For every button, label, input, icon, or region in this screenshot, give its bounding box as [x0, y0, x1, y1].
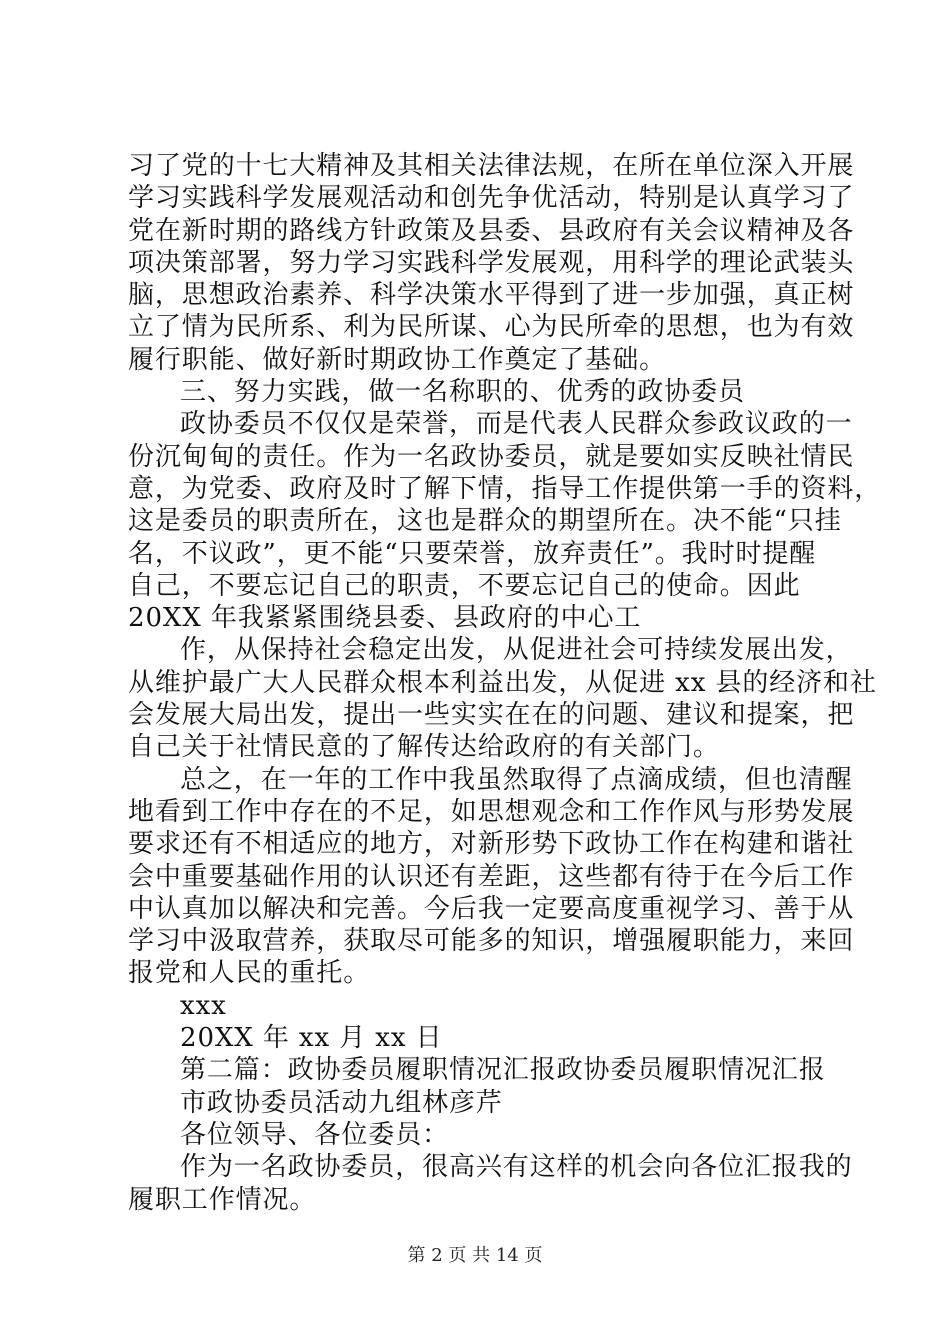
body-line: 地看到工作中存在的不足，如思想观念和工作作风与形势发展: [128, 796, 855, 827]
body-line: 作为一名政协委员，很高兴有这样的机会向各位汇报我的: [180, 1152, 853, 1183]
body-line: 学习实践科学发展观活动和创先争优活动，特别是认真学习了: [128, 183, 855, 214]
signature-date: 20XX 年 xx 月 xx 日: [180, 1023, 443, 1054]
body-line: 习了党的十七大精神及其相关法律法规，在所在单位深入开展: [128, 151, 855, 181]
body-line: 要求还有不相适应的地方，对新形势下政协工作在构建和谐社: [128, 829, 855, 860]
body-line: 自己关于社情民意的了解传达给政府的有关部门。: [128, 732, 720, 763]
body-line: 会发展大局出发，提出一些实实在在的问题、建议和提案，把: [128, 700, 855, 731]
body-line: 立了情为民所系、利为民所谋、心为民所牵的思想，也为有效: [128, 312, 855, 343]
page-footer: 第 2 页 共 14 页: [407, 1245, 543, 1266]
document-body: [128, 150, 882, 1216]
body-line: 项决策部署，努力学习实践科学发展观，用科学的理论武装头: [128, 247, 855, 278]
section-heading: 三、努力实践，做一名称职的、优秀的政协委员: [180, 377, 745, 408]
salutation: 各位领导、各位委员：: [180, 1119, 450, 1150]
author-line: 市政协委员活动九组林彦芹: [180, 1087, 503, 1118]
body-line: 意，为党委、政府及时了解下情，指导工作提供第一手的资料，: [128, 473, 882, 504]
body-line: 报党和人民的重托。: [128, 958, 371, 989]
body-line: 20XX 年我紧紧围绕县委、县政府的中心工: [128, 603, 642, 634]
body-line: 自己，不要忘记自己的职责，不要忘记自己的使命。因此: [128, 570, 801, 601]
chapter-heading: 第二篇：政协委员履职情况汇报政协委员履职情况汇报: [180, 1055, 826, 1086]
body-line: 份沉甸甸的责任。作为一名政协委员，就是要如实反映社情民: [128, 441, 855, 472]
body-line: 名，不议政”，更不能“只要荣誉，放弃责任”。我时时提醒: [128, 538, 817, 569]
signature-name: xxx: [180, 990, 227, 1021]
body-line: 党在新时期的路线方针政策及县委、县政府有关会议精神及各: [128, 215, 855, 246]
body-line: 履职工作情况。: [128, 1184, 317, 1215]
body-line: 从维护最广大人民群众根本利益出发，从促进 xx 县的经济和社: [128, 667, 877, 698]
body-line: 履行职能、做好新时期政协工作奠定了基础。: [128, 344, 667, 375]
body-line: 政协委员不仅仅是荣誉，而是代表人民群众参政议政的一: [180, 409, 853, 440]
body-line: 作，从保持社会稳定出发，从促进社会可持续发展出发，: [180, 635, 853, 666]
body-line: 总之，在一年的工作中我虽然取得了点滴成绩，但也清醒: [180, 764, 853, 795]
body-line: 脑，思想政治素养、科学决策水平得到了进一步加强，真正树: [128, 280, 855, 311]
body-line: 会中重要基础作用的认识还有差距，这些都有待于在今后工作: [128, 861, 855, 892]
body-line: 中认真加以解决和完善。今后我一定要高度重视学习、善于从: [128, 893, 855, 924]
body-line: 学习中汲取营养，获取尽可能多的知识，增强履职能力，来回: [128, 926, 855, 957]
body-line: 这是委员的职责所在，这也是群众的期望所在。决不能“只挂: [128, 506, 842, 537]
